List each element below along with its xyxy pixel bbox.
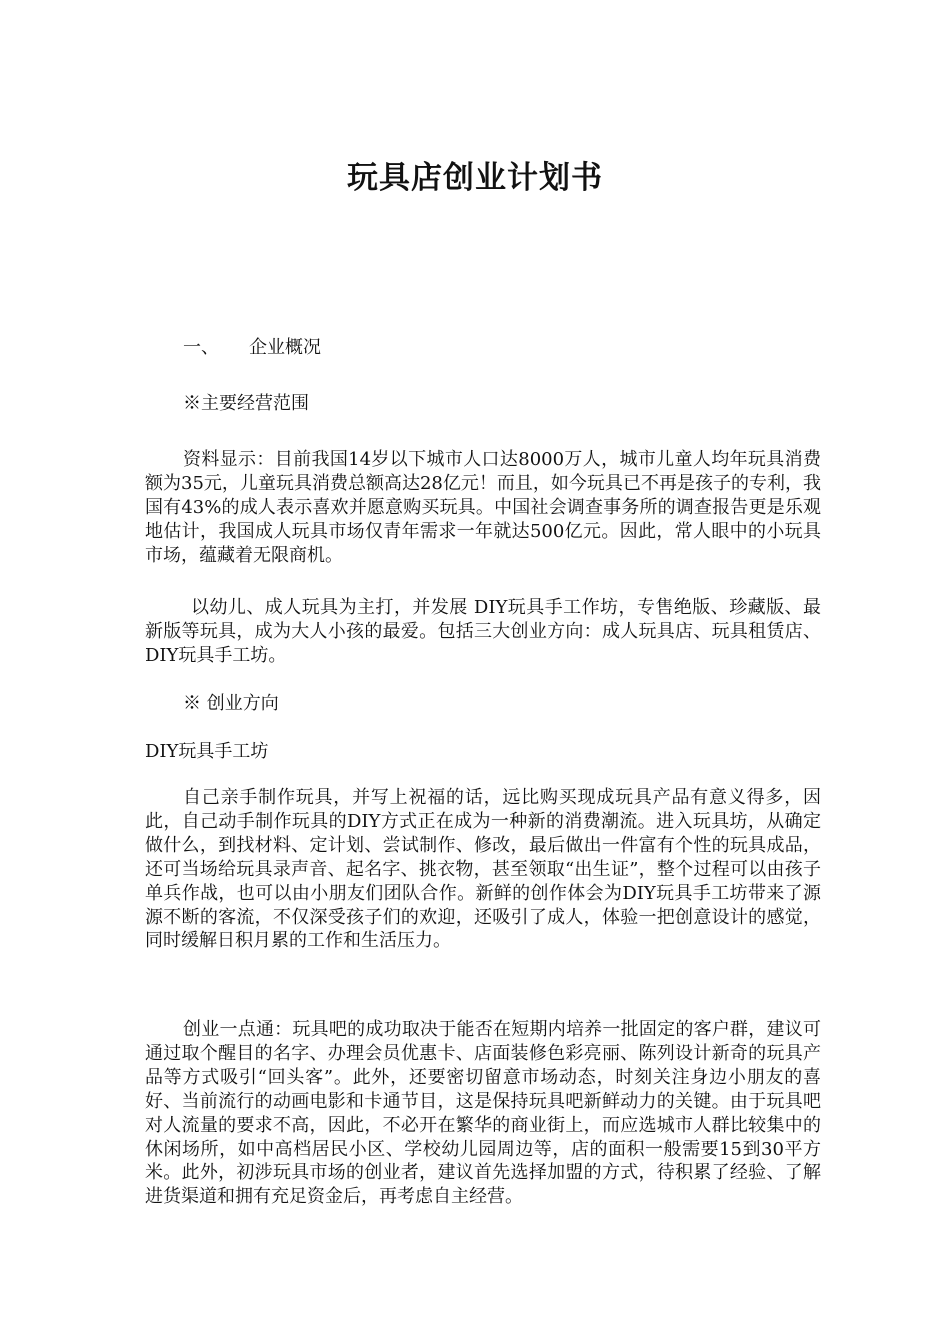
paragraph-diy-workshop: 自己亲手制作玩具，并写上祝福的话，远比购买现成玩具产品有意义得多，因此，自己动手制作玩具的DIY方式正在成为一种新的消费潮流。进入玩具坊，从确定做什么，到找材料、定计划、尝试制作、修改，最后做出一件富有个性的玩具成品，还可当场给玩具录声音、起名字、挑衣物，甚至领取“出生证”，整个过程可以由孩子单兵作战，也可以由小朋友们团队合作。新鲜的创作体会为DIY玩具手工坊带来了源源不断的客流，不仅深受孩子们的欢迎，还吸引了成人，体验一把创意设计的感觉，同时缓解日积月累的工作和生活压力。 <box>145 787 821 952</box>
subheading-business-direction: ※ 创业方向 <box>183 693 279 714</box>
section-heading-company-overview <box>183 336 321 359</box>
paragraph-positioning: 以幼儿、成人玩具为主打，并发展 DIY玩具手工作坊，专售绝版、珍藏版、最新版等玩具，成为大人小孩的最爱。包括三大创业方向：成人玩具店、玩具租赁店、DIY玩具手工坊。 <box>145 597 821 666</box>
section-title: 企业概况 <box>249 337 321 358</box>
paragraph-market-data: 资料显示：目前我国14岁以下城市人口达8000万人，城市儿童人均年玩具消费额为35元，儿童玩具消费总额高达28亿元！而且，如今玩具已不再是孩子的专利，我国有43%的成人表示喜欢并愿意购买玩具。中国社会调查事务所的调查报告更是乐观地估计，我国成人玩具市场仅青年需求一年就达500亿元。因此，常人眼中的小玩具市场，蕴藏着无限商机。 <box>145 449 821 566</box>
paragraph-startup-tips: 创业一点通：玩具吧的成功取决于能否在短期内培养一批固定的客户群，建议可通过取个醒目的名字、办理会员优惠卡、店面装修色彩亮丽、陈列设计新奇的玩具产品等方式吸引“回头客”。此外，还要密切留意市场动态，时刻关注身边小朋友的喜好、当前流行的动画电影和卡通节目，这是保持玩具吧新鲜动力的关键。由于玩具吧对人流量的要求不高，因此，不必开在繁华的商业街上，而应选城市人群比较集中的休闲场所，如中高档居民小区、学校幼儿园周边等，店的面积一般需要15到30平方米。此外，初涉玩具市场的创业者，建议首先选择加盟的方式，待积累了经验、了解进货渠道和拥有充足资金后，再考虑自主经营。 <box>145 1019 821 1208</box>
heading-diy-workshop: DIY玩具手工坊 <box>145 741 269 762</box>
section-number: 一、 <box>183 337 219 358</box>
document-title: 玩具店创业计划书 <box>347 160 603 196</box>
subheading-business-scope: ※主要经营范围 <box>183 393 309 414</box>
